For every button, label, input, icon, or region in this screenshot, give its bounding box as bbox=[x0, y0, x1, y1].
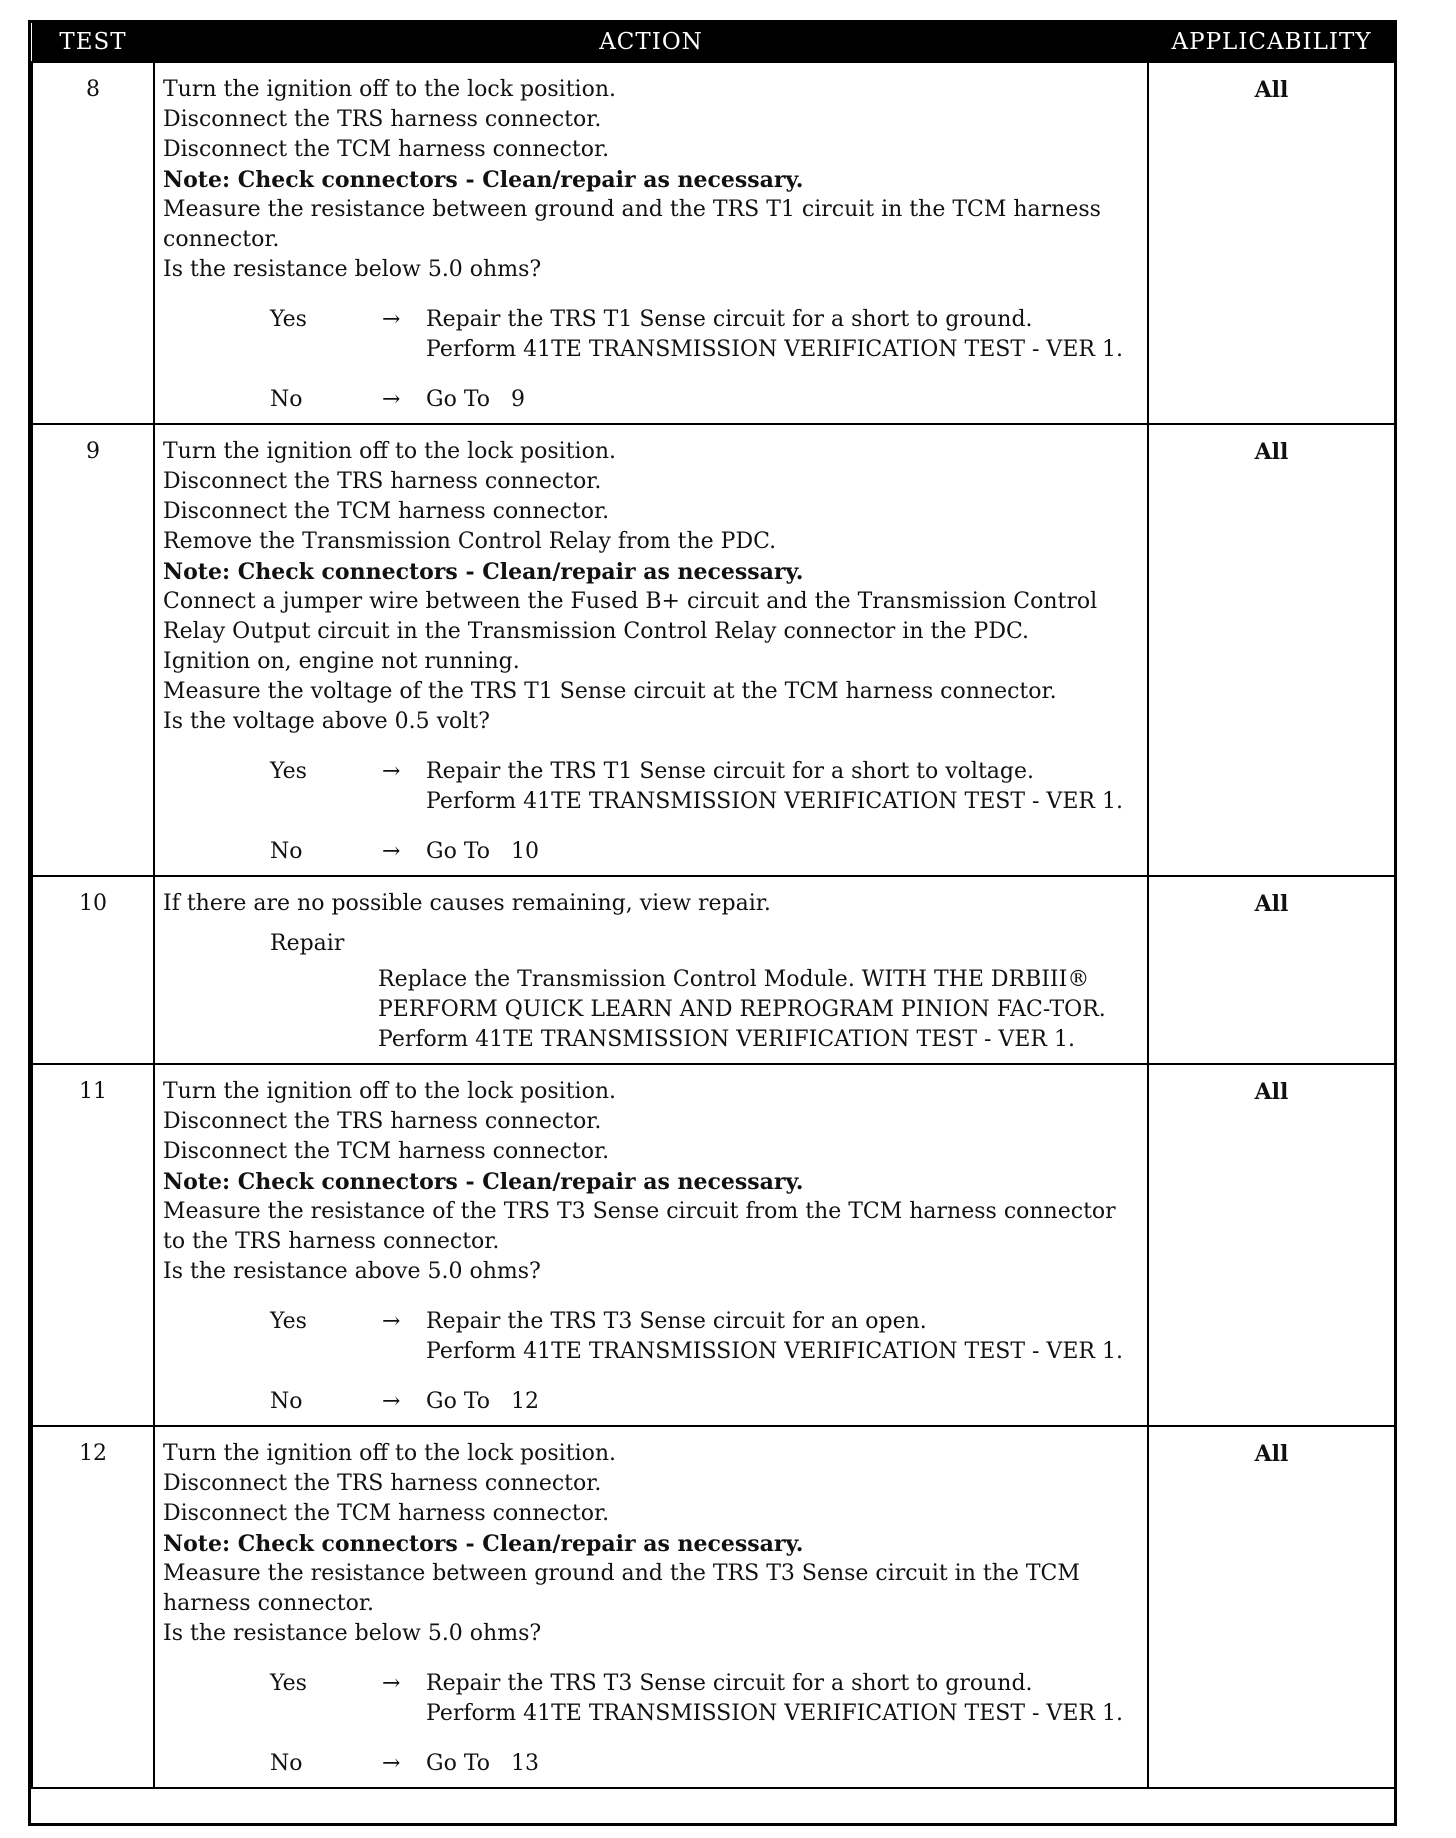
action-step: Disconnect the TRS harness connector. bbox=[163, 107, 602, 132]
action-step: Turn the ignition off to the lock position. bbox=[163, 77, 616, 102]
action-step: If there are no possible causes remaining, view repair. bbox=[163, 891, 771, 916]
yes-branch-label: Yes bbox=[270, 759, 307, 784]
action-step: Disconnect the TRS harness connector. bbox=[163, 1109, 602, 1134]
action-step: Turn the ignition off to the lock position. bbox=[163, 1441, 616, 1466]
no-branch bbox=[163, 837, 1141, 867]
action-cell bbox=[154, 876, 1148, 1064]
note-text: Note: Check connectors - Clean/repair as necessary. bbox=[163, 1531, 804, 1557]
no-branch-label: No bbox=[270, 839, 303, 864]
yes-branch-text: Perform 41TE TRANSMISSION VERIFICATION TEST - VER 1. bbox=[426, 789, 1123, 814]
no-branch-text: Go To 10 bbox=[426, 839, 539, 864]
yes-branch-label: Yes bbox=[270, 1309, 307, 1334]
right-arrow-icon: → bbox=[382, 1751, 401, 1776]
no-branch-label: No bbox=[270, 1389, 303, 1414]
yes-branch-text: Repair the TRS T3 Sense circuit for a short to ground. bbox=[426, 1671, 1033, 1696]
no-branch-text: Go To 12 bbox=[426, 1389, 539, 1414]
action-step: Is the resistance below 5.0 ohms? bbox=[163, 257, 542, 282]
no-branch-label: No bbox=[270, 387, 303, 412]
table-row bbox=[32, 1426, 1395, 1788]
yes-branch-text: Repair the TRS T1 Sense circuit for a short to ground. bbox=[426, 307, 1033, 332]
table-row bbox=[32, 876, 1395, 1064]
action-step: Remove the Transmission Control Relay from the PDC. bbox=[163, 529, 777, 554]
header-applicability: APPLICABILITY bbox=[1148, 23, 1395, 62]
action-step: Measure the resistance between ground and the TRS T3 Sense circuit in the TCM harness connector. bbox=[163, 1561, 1080, 1616]
test-number: 10 bbox=[32, 876, 154, 1064]
right-arrow-icon: → bbox=[382, 759, 401, 784]
action-step: Disconnect the TCM harness connector. bbox=[163, 499, 610, 524]
yes-branch bbox=[163, 1669, 1141, 1729]
applicability: All bbox=[1148, 424, 1395, 876]
action-step: Turn the ignition off to the lock position. bbox=[163, 1079, 616, 1104]
action-cell bbox=[154, 1064, 1148, 1426]
yes-branch bbox=[163, 305, 1141, 365]
action-step: Disconnect the TCM harness connector. bbox=[163, 1139, 610, 1164]
action-step: Disconnect the TCM harness connector. bbox=[163, 1501, 610, 1526]
right-arrow-icon: → bbox=[382, 1671, 401, 1696]
action-cell bbox=[154, 1426, 1148, 1788]
note-text: Note: Check connectors - Clean/repair as necessary. bbox=[163, 1169, 804, 1195]
no-branch bbox=[163, 1387, 1141, 1417]
yes-branch-label: Yes bbox=[270, 307, 307, 332]
diagnostic-table bbox=[31, 23, 1396, 1789]
right-arrow-icon: → bbox=[382, 839, 401, 864]
action-cell bbox=[154, 424, 1148, 876]
right-arrow-icon: → bbox=[382, 307, 401, 332]
applicability: All bbox=[1148, 876, 1395, 1064]
action-step: Connect a jumper wire between the Fused B+ circuit and the Transmission Control Relay Output circuit in the Transmission Control Relay connector in the PDC. bbox=[163, 589, 1098, 644]
no-branch-label: No bbox=[270, 1751, 303, 1776]
yes-branch bbox=[163, 1307, 1141, 1367]
right-arrow-icon: → bbox=[382, 1389, 401, 1414]
yes-branch-text: Repair the TRS T1 Sense circuit for a short to voltage. bbox=[426, 759, 1035, 784]
yes-branch-text: Perform 41TE TRANSMISSION VERIFICATION TEST - VER 1. bbox=[426, 1339, 1123, 1364]
no-branch bbox=[163, 1749, 1141, 1779]
applicability: All bbox=[1148, 62, 1395, 424]
action-step: Is the resistance below 5.0 ohms? bbox=[163, 1621, 542, 1646]
right-arrow-icon: → bbox=[382, 1309, 401, 1334]
yes-branch-text: Perform 41TE TRANSMISSION VERIFICATION TEST - VER 1. bbox=[426, 1701, 1123, 1726]
action-step: Disconnect the TRS harness connector. bbox=[163, 1471, 602, 1496]
no-branch-text: Go To 13 bbox=[426, 1751, 539, 1776]
test-number: 9 bbox=[32, 424, 154, 876]
yes-branch-text: Repair the TRS T3 Sense circuit for an open. bbox=[426, 1309, 927, 1334]
right-arrow-icon: → bbox=[382, 387, 401, 412]
action-step: Measure the resistance between ground and the TRS T1 circuit in the TCM harness connector. bbox=[163, 197, 1101, 252]
header-test: TEST bbox=[32, 23, 154, 62]
action-step: Disconnect the TRS harness connector. bbox=[163, 469, 602, 494]
repair-text: Perform 41TE TRANSMISSION VERIFICATION TEST - VER 1. bbox=[378, 1027, 1075, 1052]
note-text: Note: Check connectors - Clean/repair as necessary. bbox=[163, 167, 804, 193]
diagnostic-table-sheet bbox=[28, 20, 1397, 1826]
applicability: All bbox=[1148, 1064, 1395, 1426]
action-step: Is the resistance above 5.0 ohms? bbox=[163, 1259, 541, 1284]
note-text: Note: Check connectors - Clean/repair as necessary. bbox=[163, 559, 804, 585]
table-header-row bbox=[32, 23, 1395, 62]
no-branch bbox=[163, 385, 1141, 415]
yes-branch bbox=[163, 757, 1141, 817]
header-action: ACTION bbox=[154, 23, 1148, 62]
applicability: All bbox=[1148, 1426, 1395, 1788]
test-number: 8 bbox=[32, 62, 154, 424]
no-branch-text: Go To 9 bbox=[426, 387, 525, 412]
action-step: Measure the resistance of the TRS T3 Sense circuit from the TCM harness connector to the TRS harness connector. bbox=[163, 1199, 1116, 1254]
action-step: Is the voltage above 0.5 volt? bbox=[163, 709, 490, 734]
yes-branch-label: Yes bbox=[270, 1671, 307, 1696]
action-step: Measure the voltage of the TRS T1 Sense circuit at the TCM harness connector. bbox=[163, 679, 1057, 704]
action-cell bbox=[154, 62, 1148, 424]
action-step: Ignition on, engine not running. bbox=[163, 649, 520, 674]
table-row bbox=[32, 1064, 1395, 1426]
test-number: 12 bbox=[32, 1426, 154, 1788]
repair-label: Repair bbox=[270, 931, 345, 956]
test-number: 11 bbox=[32, 1064, 154, 1426]
table-body bbox=[32, 62, 1395, 1788]
table-row bbox=[32, 424, 1395, 876]
table-row bbox=[32, 62, 1395, 424]
action-step: Turn the ignition off to the lock position. bbox=[163, 439, 616, 464]
repair-text: Replace the Transmission Control Module. WITH THE DRBIII® PERFORM QUICK LEARN AND REPROGRAM PINION FAC-TOR. bbox=[378, 967, 1106, 1022]
action-step: Disconnect the TCM harness connector. bbox=[163, 137, 610, 162]
yes-branch-text: Perform 41TE TRANSMISSION VERIFICATION TEST - VER 1. bbox=[426, 337, 1123, 362]
